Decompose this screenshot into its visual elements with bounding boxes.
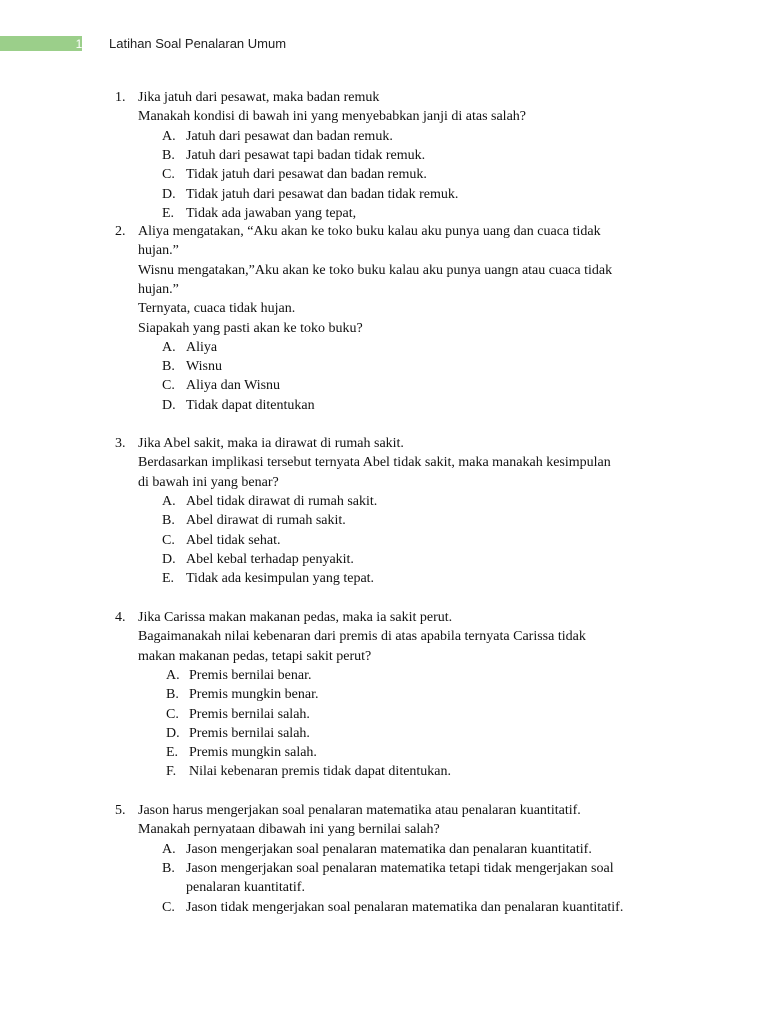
option-text: Premis mungkin salah. — [189, 745, 317, 761]
option-text: Jason mengerjakan soal penalaran matematika tetapi tidak mengerjakan soal — [186, 860, 614, 876]
option-letter: A. — [162, 841, 176, 857]
question-text-line: Berdasarkan implikasi tersebut ternyata Abel tidak sakit, maka manakah kesimpulan — [138, 455, 611, 471]
option-text: Nilai kebenaran premis tidak dapat ditentukan. — [189, 764, 452, 780]
question-text-line: Aliya mengatakan, “Aku akan ke toko buku kalau aku punya uang dan cuaca tidak — [138, 224, 601, 239]
option-letter: D. — [162, 186, 176, 202]
option-text: Premis mungkin benar. — [189, 687, 319, 703]
option-letter: A. — [162, 339, 176, 355]
option-letter: B. — [166, 687, 179, 703]
page-number: 1 — [75, 37, 83, 51]
question-number: 2. — [115, 224, 126, 239]
question-text-line: makan makanan pedas, tetapi sakit perut? — [138, 648, 372, 664]
question-text-line: Jika Abel sakit, maka ia dirawat di rumah sakit. — [138, 436, 404, 451]
question-text-line: Manakah kondisi di bawah ini yang menyebabkan janji di atas salah? — [138, 109, 527, 125]
option-text: Premis bernilai salah. — [189, 706, 310, 722]
question-text-line: Wisnu mengatakan,”Aku akan ke toko buku kalau aku punya uangn atau cuaca tidak — [138, 262, 613, 278]
question-text-line: Manakah pernyataan dibawah ini yang bernilai salah? — [138, 822, 440, 838]
option-letter: C. — [166, 706, 179, 722]
option-text: Tidak jatuh dari pesawat dan badan remuk. — [186, 167, 427, 183]
option-text: Tidak dapat ditentukan — [186, 397, 315, 413]
option-letter: E. — [162, 205, 175, 221]
question-text-line: Jason harus mengerjakan soal penalaran matematika atau penalaran kuantitatif. — [138, 803, 581, 818]
option-letter: D. — [166, 725, 180, 741]
question-text-line: hujan.” — [138, 281, 179, 297]
question-number: 1. — [115, 90, 126, 105]
option-letter: E. — [166, 745, 179, 761]
option-text: Jatuh dari pesawat tapi badan tidak remuk. — [186, 147, 426, 163]
option-letter: B. — [162, 513, 175, 529]
option-letter: E. — [162, 571, 175, 587]
option-letter: A. — [162, 493, 176, 509]
option-letter: F. — [166, 764, 177, 780]
question-text-line: Bagaimanakah nilai kebenaran dari premis di atas apabila ternyata Carissa tidak — [138, 629, 586, 645]
option-letter: A. — [166, 667, 180, 683]
question-number: 4. — [115, 610, 126, 625]
question-number: 5. — [115, 803, 126, 818]
question-number: 3. — [115, 436, 126, 451]
question-text-line: Siapakah yang pasti akan ke toko buku? — [138, 320, 363, 336]
option-text: Wisnu — [186, 359, 222, 375]
option-text: Aliya dan Wisnu — [186, 378, 281, 394]
option-letter: C. — [162, 899, 175, 915]
question-text-line: di bawah ini yang benar? — [138, 474, 279, 490]
option-letter: B. — [162, 147, 175, 163]
option-letter: D. — [162, 551, 176, 567]
header-accent-bar — [0, 36, 82, 51]
option-text: Tidak jatuh dari pesawat dan badan tidak remuk. — [186, 186, 459, 202]
option-text: Tidak ada jawaban yang tepat, — [186, 205, 357, 221]
question-text-line: Jika jatuh dari pesawat, maka badan remuk — [138, 90, 380, 105]
option-letter: B. — [162, 359, 175, 375]
option-text: Premis bernilai salah. — [189, 725, 310, 741]
option-text: Abel kebal terhadap penyakit. — [186, 551, 354, 567]
option-text: Premis bernilai benar. — [189, 667, 312, 683]
header-title: Latihan Soal Penalaran Umum — [109, 36, 287, 51]
option-letter: A. — [162, 128, 176, 144]
option-letter: C. — [162, 532, 175, 548]
option-text: penalaran kuantitatif. — [186, 880, 305, 896]
option-text: Tidak ada kesimpulan yang tepat. — [186, 571, 375, 587]
option-text: Abel dirawat di rumah sakit. — [186, 513, 346, 529]
option-text: Abel tidak sehat. — [186, 532, 281, 548]
question-text-line: Ternyata, cuaca tidak hujan. — [138, 301, 296, 317]
option-text: Abel tidak dirawat di rumah sakit. — [186, 493, 378, 509]
option-letter: C. — [162, 167, 175, 183]
option-text: Jason tidak mengerjakan soal penalaran matematika dan penalaran kuantitatif. — [186, 899, 624, 915]
option-text: Aliya — [186, 339, 218, 355]
option-letter: D. — [162, 397, 176, 413]
question-text-line: hujan.” — [138, 243, 179, 259]
question-text-line: Jika Carissa makan makanan pedas, maka ia sakit perut. — [138, 610, 453, 625]
option-letter: B. — [162, 860, 175, 876]
option-letter: C. — [162, 378, 175, 394]
option-text: Jatuh dari pesawat dan badan remuk. — [186, 128, 393, 144]
option-text: Jason mengerjakan soal penalaran matematika dan penalaran kuantitatif. — [186, 841, 592, 857]
